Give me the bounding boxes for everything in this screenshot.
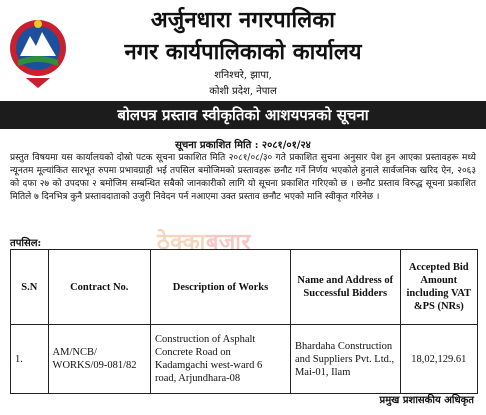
- header-description: Description of Works: [150, 250, 290, 325]
- header-bidder: Name and Address of Successful Bidders: [290, 250, 400, 325]
- office-location: शनिश्चरे, झापा,: [214, 70, 272, 81]
- cell-contract-no: AM/NCB/ WORKS/09-081/82: [48, 325, 150, 394]
- notice-body-text: प्रस्तुत विषयमा यस कार्यालयको दोस्रो पटक सूचना प्रकाशित मिति २०८१/०८/३० गते प्रकाशित सुचना अनुसार पेश हुन आएका प्रस्तावहरू मध्ये न्यूनतम मूल्यांकित सारभूत रुपमा प्रभावग्राही भई तपसिल बमोजिमको प्रस्तावहरू छनौट गर्ने निर्णय भएकोले हुनाले सार्वजनिक खरिद ऐन, २०६३ को दफा २७ को उपदफा २ बमोजिम सम्बन्धित सबैको जानकारीको लागि यो सूचना प्रकाशित गरिएको छ । छनौट प्रस्ताव विरुद्ध सूचना प्रकाशित मितिले ७ दिनभित्र कुनै प्रस्तावदाताको उजुरी निवेदन पर्न नआएमा उक्त प्रस्ताव छनौट भएको मानि स्वीकृत गरिनेछ ।: [10, 153, 476, 202]
- table-row: [11, 325, 478, 394]
- table-caption: तपसिल:: [10, 238, 42, 249]
- office-name: नगर कार्यपालिकाको कार्यालय: [124, 39, 362, 65]
- municipality-name: अर्जुनधारा नगरपालिका: [150, 7, 336, 33]
- header-bid-amount: Accepted Bid Amount including VAT &PS (NRs): [400, 250, 477, 325]
- table-header-row: [11, 250, 478, 325]
- cell-bid-amount: 18,02,129.61: [400, 325, 477, 394]
- cell-sn: 1.: [11, 325, 49, 394]
- notice-publish-date: सूचना प्रकाशित मिति : २०८१/०१/२४: [175, 140, 311, 151]
- bid-table: [10, 249, 478, 394]
- notice-title-banner: बोलपत्र प्रस्ताव स्वीकृतिको आशयपत्रको सूचना: [0, 101, 486, 129]
- header-contract-no: Contract No.: [48, 250, 150, 325]
- signature-title: प्रमुख प्रशासकीय अधिकृत: [379, 395, 474, 406]
- office-province: कोशी प्रदेश, नेपाल: [209, 86, 277, 97]
- cell-description: Construction of Asphalt Concrete Road on Kadamgachi west-ward 6 road, Arjundhara-08: [150, 325, 290, 394]
- watermark-part2: बजार: [205, 230, 251, 255]
- cell-bidder: Bhardaha Construction and Suppliers Pvt. Ltd., Mai-01, Ilam: [290, 325, 400, 394]
- header-sn: S.N: [11, 250, 49, 325]
- watermark-part1: ठेक्का: [157, 230, 206, 255]
